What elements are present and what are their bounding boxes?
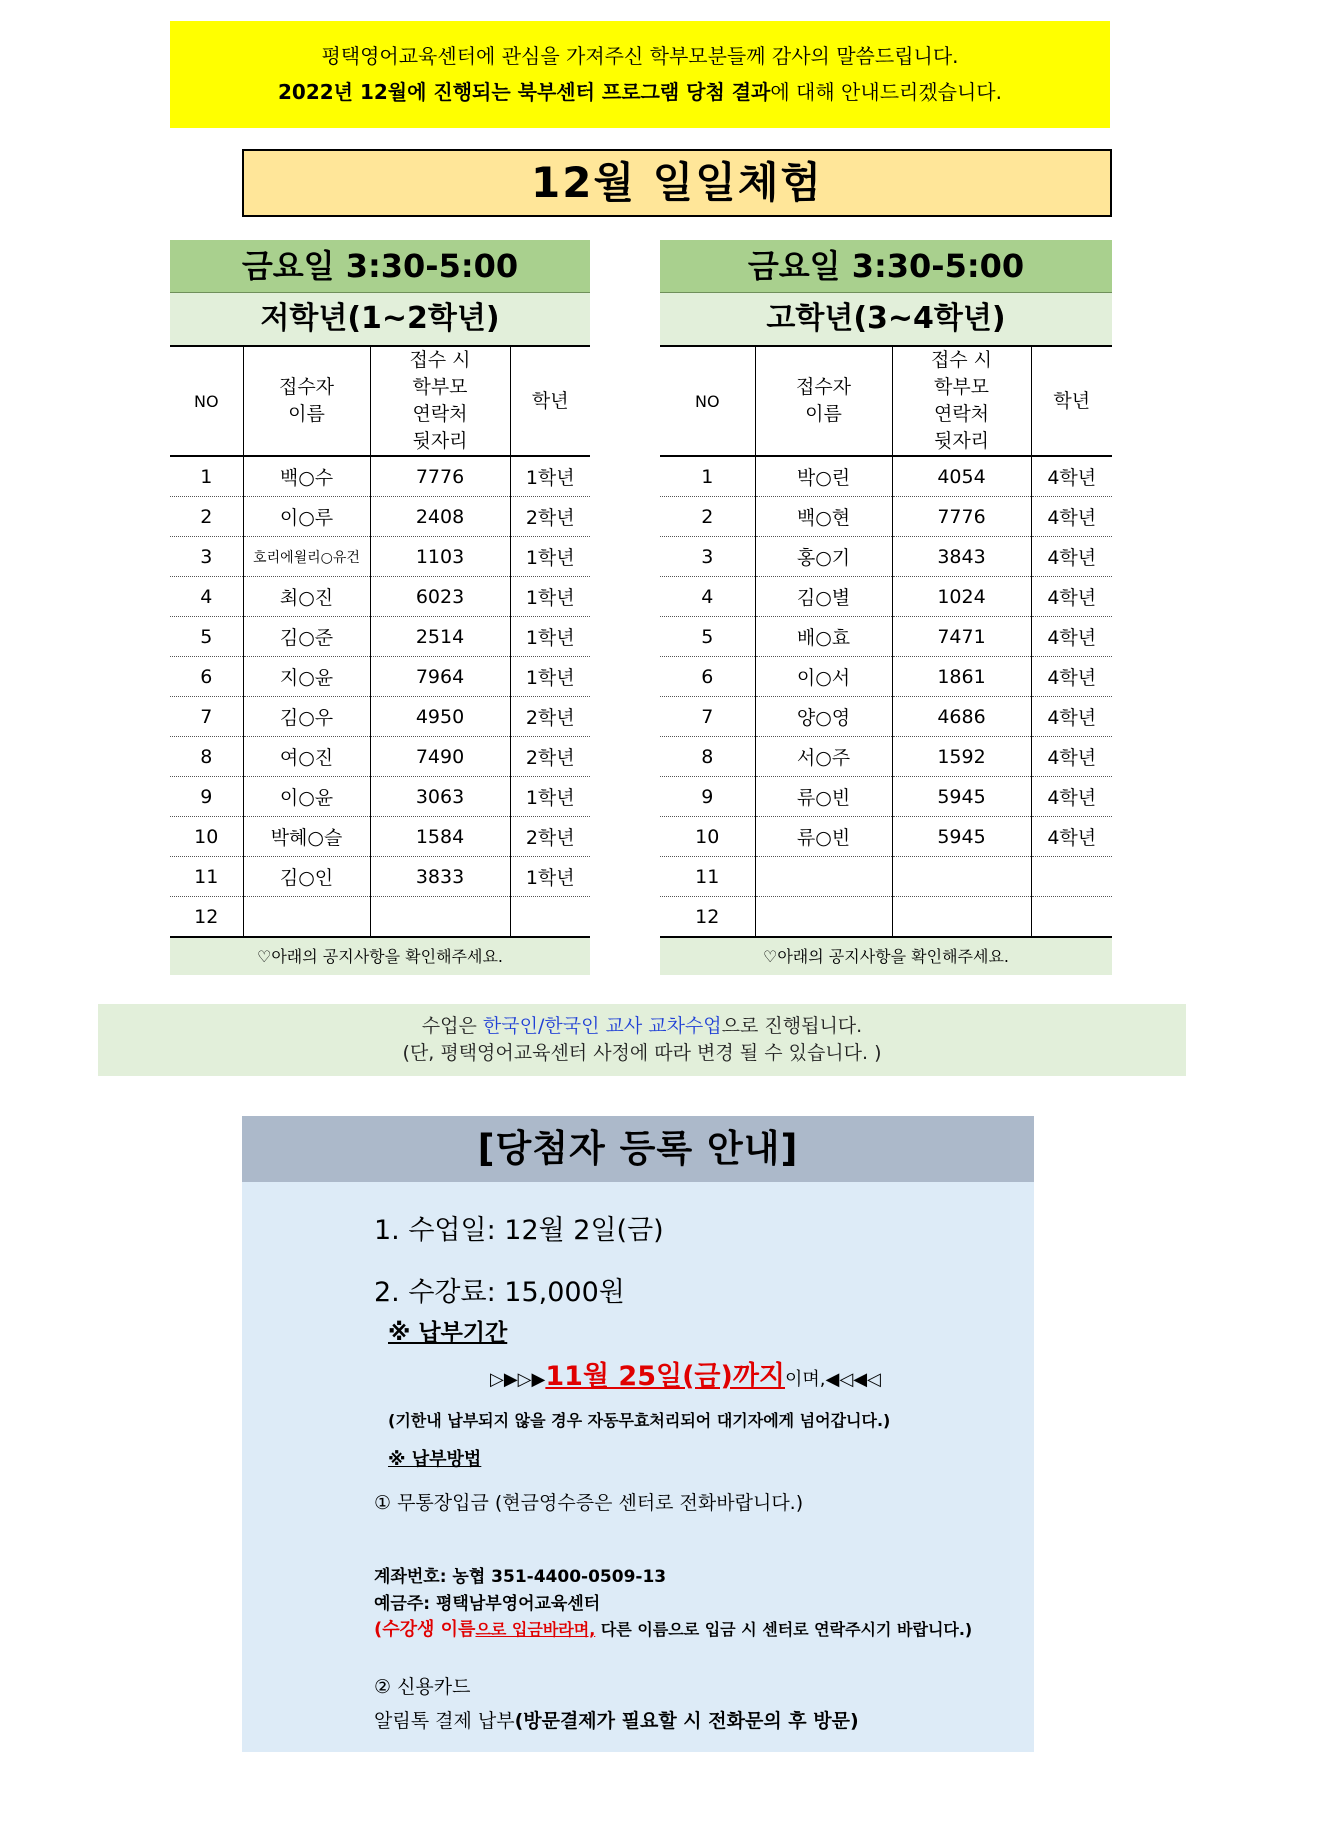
row-grade: 1학년 — [510, 777, 590, 817]
row-grade: 4학년 — [1031, 777, 1112, 817]
row-grade: 1학년 — [510, 577, 590, 617]
guide-method-2: ② 신용카드 — [374, 1676, 471, 1698]
table-row — [170, 617, 590, 657]
row-no: 12 — [170, 897, 243, 938]
table-row — [660, 697, 1112, 737]
intro-banner — [170, 21, 1110, 128]
row-name: 이○서 — [755, 657, 892, 697]
table-row — [170, 577, 590, 617]
col-name: 접수자 이름 — [243, 347, 370, 456]
row-no: 10 — [170, 817, 243, 857]
intro-line-1: 평택영어교육센터에 관심을 가져주신 학부모분들께 감사의 말씀드립니다. — [321, 44, 959, 68]
row-phone: 4950 — [370, 697, 510, 737]
row-grade: 4학년 — [1031, 737, 1112, 777]
table-row — [660, 897, 1112, 938]
notice-line-1: 수업은 한국인/한국인 교사 교차수업으로 진행됩니다. — [421, 1015, 863, 1037]
row-no: 3 — [170, 537, 243, 577]
row-grade: 1학년 — [510, 537, 590, 577]
row-phone: 7964 — [370, 657, 510, 697]
col-name: 접수자 이름 — [755, 347, 892, 456]
table-row — [170, 497, 590, 537]
row-phone: 2514 — [370, 617, 510, 657]
guide-deadline-note: (기한내 납부되지 않을 경우 자동무효처리되어 대기자에게 넘어갑니다.) — [388, 1411, 891, 1430]
row-grade: 2학년 — [510, 497, 590, 537]
row-name — [243, 897, 370, 938]
table-row — [170, 456, 590, 497]
row-name: 김○우 — [243, 697, 370, 737]
table-row — [170, 737, 590, 777]
row-no: 11 — [660, 857, 755, 897]
row-phone: 7471 — [892, 617, 1031, 657]
row-grade: 4학년 — [1031, 817, 1112, 857]
guide-body — [242, 1182, 1034, 1752]
row-name: 류○빈 — [755, 817, 892, 857]
row-phone: 2408 — [370, 497, 510, 537]
guide-name-note: (수강생 이름으로 입금바라며, 다른 이름으로 입금 시 센터로 연락주시기 바랍니다.) — [374, 1619, 973, 1640]
table-row — [660, 617, 1112, 657]
high-grade-day-time: 금요일 3:30-5:00 — [660, 240, 1112, 293]
row-grade: 4학년 — [1031, 657, 1112, 697]
low-grade-day-time: 금요일 3:30-5:00 — [170, 240, 590, 293]
row-name: 김○인 — [243, 857, 370, 897]
row-name: 호리에윌리○유건 — [243, 537, 370, 577]
row-no: 9 — [170, 777, 243, 817]
table-row — [170, 657, 590, 697]
class-notice — [98, 1004, 1186, 1076]
row-no: 7 — [170, 697, 243, 737]
low-grade-footer: ♡아래의 공지사항을 확인해주세요. — [170, 938, 590, 975]
col-phone: 접수 시 학부모 연락처 뒷자리 — [892, 347, 1031, 456]
row-no: 4 — [660, 577, 755, 617]
table-row — [170, 897, 590, 938]
row-no: 1 — [660, 456, 755, 497]
high-grade-table — [660, 240, 1112, 975]
row-phone: 4054 — [892, 456, 1031, 497]
row-phone: 5945 — [892, 817, 1031, 857]
table-row — [660, 456, 1112, 497]
guide-fee: 2. 수강료: 15,000원 — [374, 1277, 625, 1308]
row-phone: 5945 — [892, 777, 1031, 817]
row-no: 12 — [660, 897, 755, 938]
row-name: 여○진 — [243, 737, 370, 777]
row-no: 6 — [170, 657, 243, 697]
row-grade: 1학년 — [510, 657, 590, 697]
table-row — [660, 737, 1112, 777]
row-no: 7 — [660, 697, 755, 737]
guide-heading: [당첨자 등록 안내] — [242, 1116, 1034, 1182]
row-phone: 1861 — [892, 657, 1031, 697]
low-grade-table — [170, 240, 590, 975]
row-phone: 3833 — [370, 857, 510, 897]
table-row — [660, 777, 1112, 817]
col-grade: 학년 — [1031, 347, 1112, 456]
col-no: NO — [660, 347, 755, 456]
row-name: 홍○기 — [755, 537, 892, 577]
row-no: 11 — [170, 857, 243, 897]
table-row — [660, 657, 1112, 697]
guide-payment-period-label: ※ 납부기간 — [388, 1320, 508, 1346]
row-no: 10 — [660, 817, 755, 857]
row-name: 류○빈 — [755, 777, 892, 817]
row-grade: 4학년 — [1031, 617, 1112, 657]
arrows-right-icon: ▷▶▷▶ — [490, 1369, 546, 1390]
table-row — [170, 817, 590, 857]
row-no: 1 — [170, 456, 243, 497]
arrows-left-icon: ◀◁◀◁ — [825, 1369, 881, 1390]
row-no: 3 — [660, 537, 755, 577]
row-name: 이○윤 — [243, 777, 370, 817]
table-row — [660, 497, 1112, 537]
guide-method-1: ① 무통장입금 (현금영수증은 센터로 전화바랍니다.) — [374, 1492, 804, 1514]
row-grade: 4학년 — [1031, 456, 1112, 497]
row-name: 배○효 — [755, 617, 892, 657]
row-phone: 3063 — [370, 777, 510, 817]
row-grade: 1학년 — [510, 857, 590, 897]
row-name: 박○린 — [755, 456, 892, 497]
col-no: NO — [170, 347, 243, 456]
row-grade: 4학년 — [1031, 537, 1112, 577]
row-name: 백○현 — [755, 497, 892, 537]
row-no: 4 — [170, 577, 243, 617]
row-name — [755, 857, 892, 897]
table-row — [660, 857, 1112, 897]
row-name: 박혜○슬 — [243, 817, 370, 857]
table-row — [170, 777, 590, 817]
row-phone: 7776 — [892, 497, 1031, 537]
row-grade: 4학년 — [1031, 577, 1112, 617]
row-no: 5 — [170, 617, 243, 657]
row-phone: 3843 — [892, 537, 1031, 577]
row-grade: 2학년 — [510, 737, 590, 777]
intro-line-2-bold: 2022년 12월에 진행되는 북부센터 프로그램 당첨 결과 — [278, 80, 771, 104]
row-grade: 1학년 — [510, 617, 590, 657]
row-name: 지○윤 — [243, 657, 370, 697]
row-phone: 1592 — [892, 737, 1031, 777]
row-grade: 2학년 — [510, 817, 590, 857]
row-phone — [892, 857, 1031, 897]
row-name: 최○진 — [243, 577, 370, 617]
row-phone: 1024 — [892, 577, 1031, 617]
low-grade-group: 저학년(1~2학년) — [170, 293, 590, 347]
row-no: 5 — [660, 617, 755, 657]
row-phone: 4686 — [892, 697, 1031, 737]
low-grade-roster — [170, 347, 590, 938]
row-name: 백○수 — [243, 456, 370, 497]
page-title: 12월 일일체험 — [242, 149, 1112, 217]
row-no: 6 — [660, 657, 755, 697]
high-grade-group: 고학년(3~4학년) — [660, 293, 1112, 347]
row-grade: 4학년 — [1031, 697, 1112, 737]
table-row — [170, 697, 590, 737]
row-no: 8 — [660, 737, 755, 777]
row-name: 양○영 — [755, 697, 892, 737]
notice-line-2: (단, 평택영어교육센터 사정에 따라 변경 될 수 있습니다. ) — [402, 1042, 882, 1064]
guide-deadline-line: ▷▶▷▶11월 25일(금)까지이며,◀◁◀◁ — [490, 1361, 881, 1392]
row-name: 이○루 — [243, 497, 370, 537]
row-no: 8 — [170, 737, 243, 777]
row-no: 2 — [660, 497, 755, 537]
intro-line-2-rest: 에 대해 안내드리겠습니다. — [770, 80, 1002, 104]
row-phone — [892, 897, 1031, 938]
row-grade — [1031, 897, 1112, 938]
guide-method-2-desc: 알림톡 결제 납부(방문결제가 필요할 시 전화문의 후 방문) — [374, 1710, 859, 1732]
high-grade-roster — [660, 347, 1112, 938]
intro-line-2 — [170, 74, 1110, 110]
row-phone: 7490 — [370, 737, 510, 777]
high-grade-footer: ♡아래의 공지사항을 확인해주세요. — [660, 938, 1112, 975]
row-grade: 4학년 — [1031, 497, 1112, 537]
row-phone: 6023 — [370, 577, 510, 617]
row-no: 2 — [170, 497, 243, 537]
row-name — [755, 897, 892, 938]
row-no: 9 — [660, 777, 755, 817]
table-row — [170, 537, 590, 577]
col-phone: 접수 시 학부모 연락처 뒷자리 — [370, 347, 510, 456]
row-grade: 1학년 — [510, 456, 590, 497]
row-name: 김○별 — [755, 577, 892, 617]
col-grade: 학년 — [510, 347, 590, 456]
row-name: 김○준 — [243, 617, 370, 657]
table-row — [660, 537, 1112, 577]
row-grade — [1031, 857, 1112, 897]
row-phone: 1103 — [370, 537, 510, 577]
row-grade: 2학년 — [510, 697, 590, 737]
table-row — [660, 577, 1112, 617]
guide-account-holder: 예금주: 평택남부영어교육센터 — [374, 1594, 601, 1614]
guide-account: 계좌번호: 농협 351-4400-0509-13 — [374, 1567, 667, 1587]
row-phone: 1584 — [370, 817, 510, 857]
row-phone: 7776 — [370, 456, 510, 497]
guide-deadline: 11월 25일(금)까지 — [545, 1361, 786, 1392]
row-grade — [510, 897, 590, 938]
table-row — [660, 817, 1112, 857]
row-name: 서○주 — [755, 737, 892, 777]
row-phone — [370, 897, 510, 938]
guide-payment-method-label: ※ 납부방법 — [388, 1449, 482, 1470]
guide-class-date: 1. 수업일: 12월 2일(금) — [374, 1215, 664, 1246]
table-row — [170, 857, 590, 897]
notice-highlight: 한국인/한국인 교사 교차수업 — [482, 1015, 722, 1037]
